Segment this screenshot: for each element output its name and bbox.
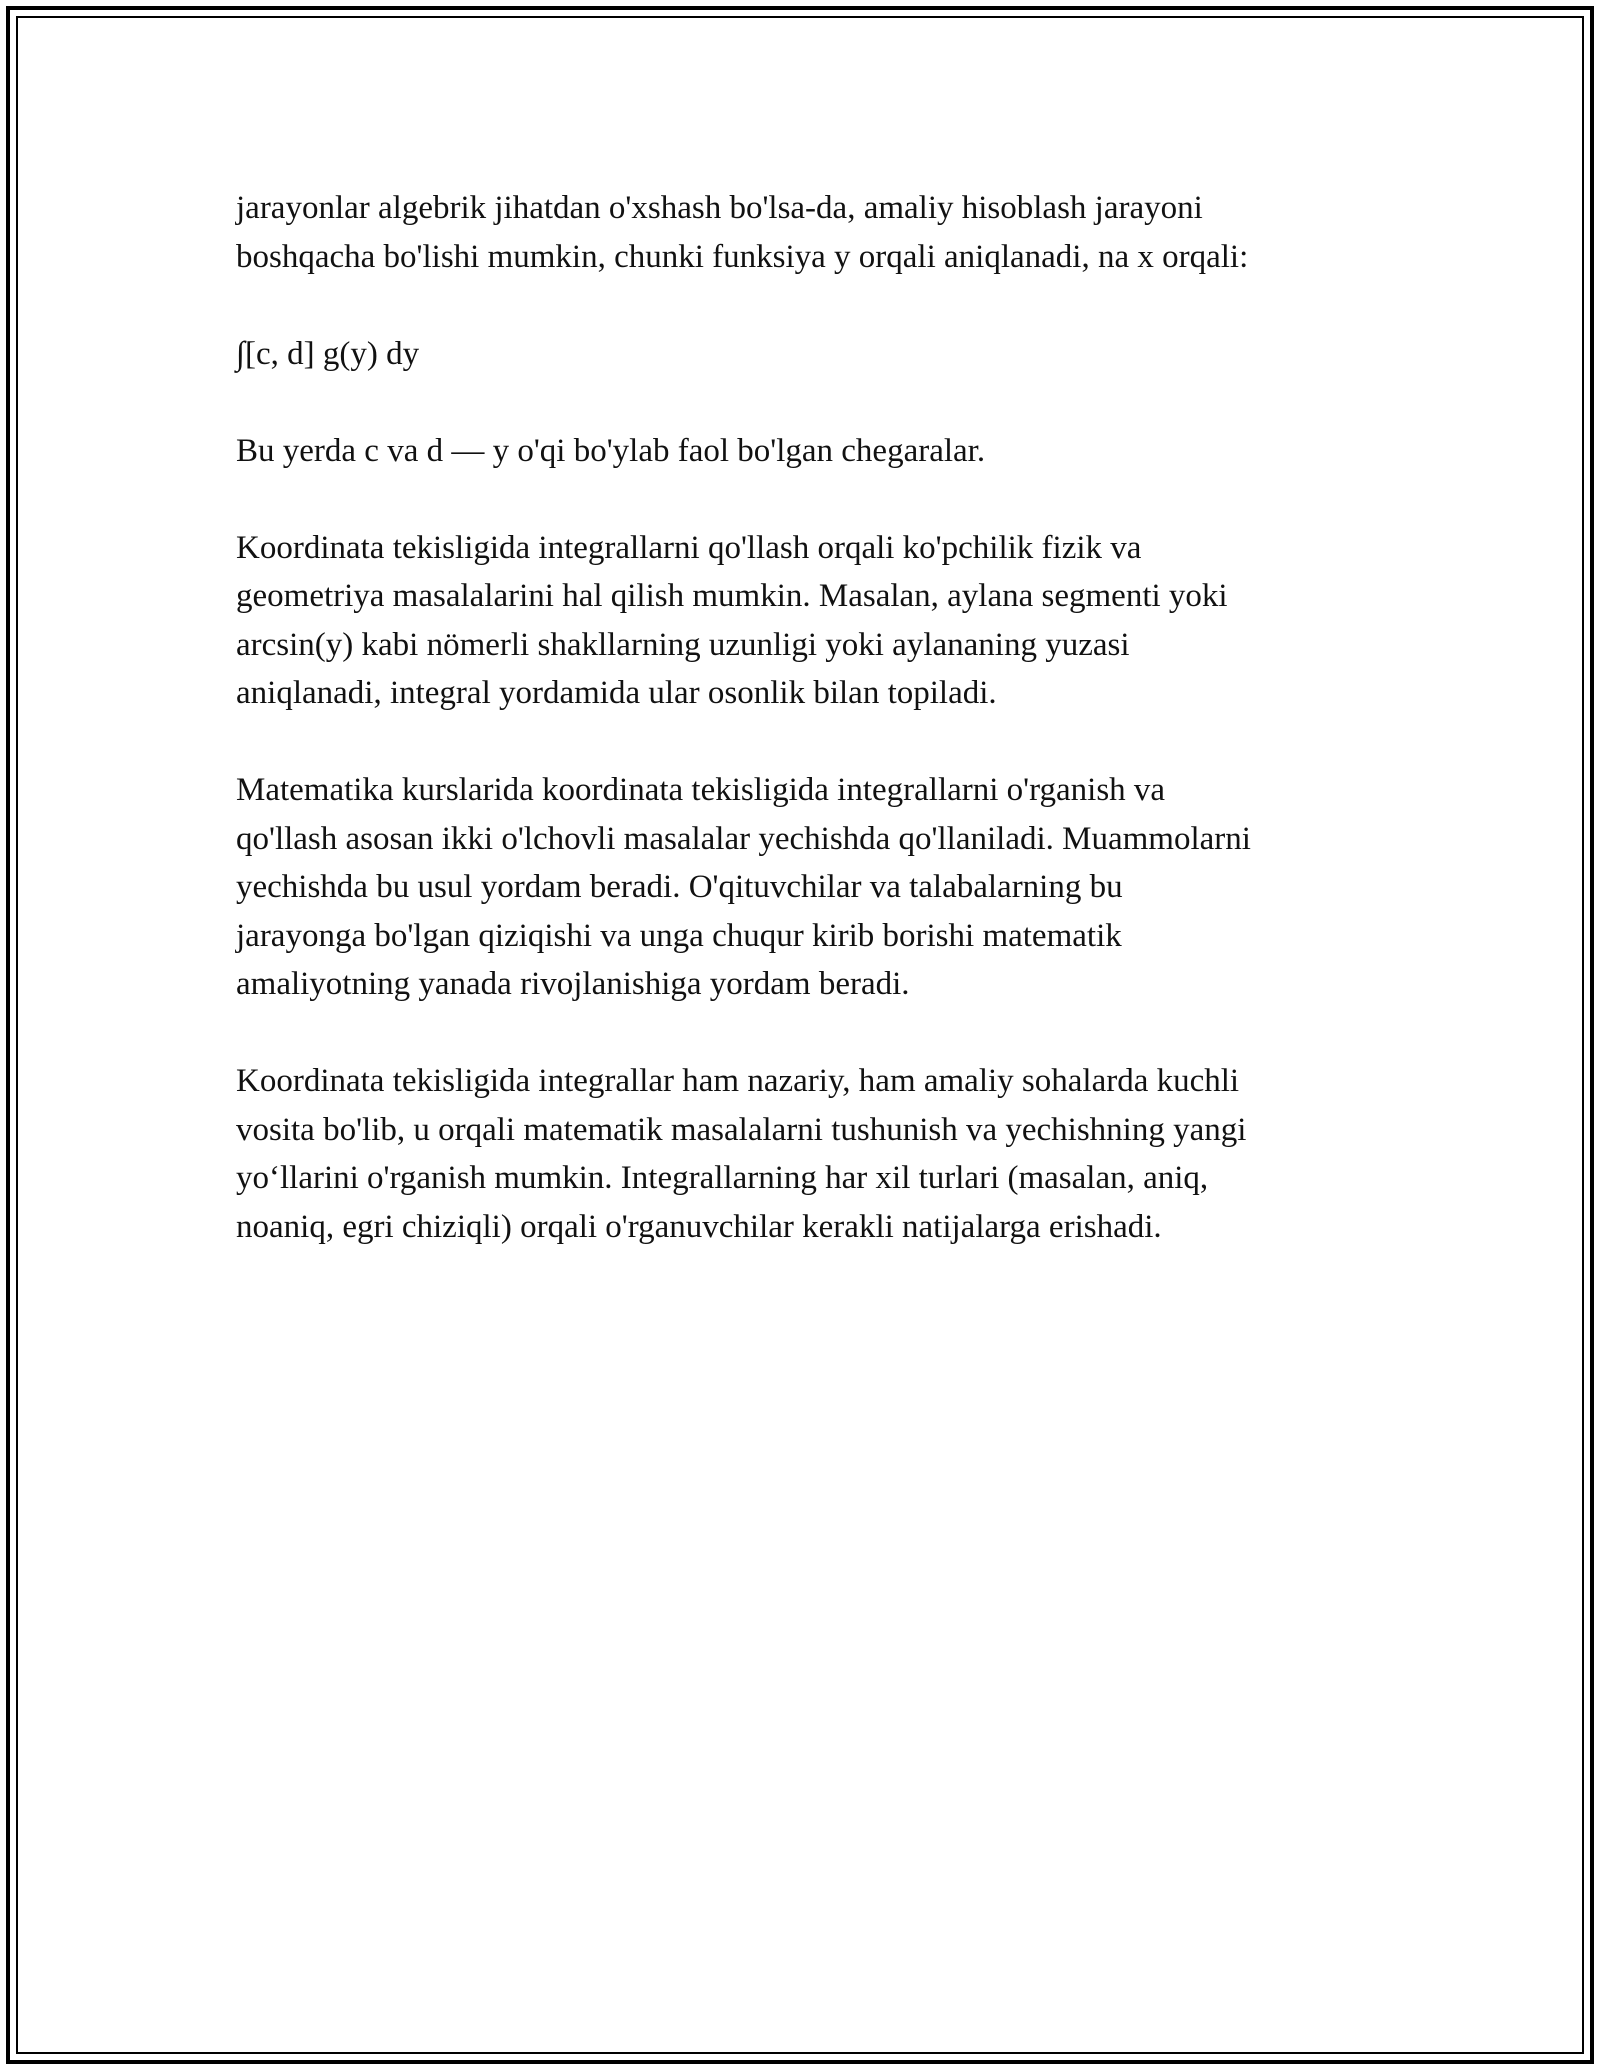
paragraph-intro: jarayonlar algebrik jihatdan o'xshash bo'lsa-da, amaliy hisoblash jarayoni boshqacha bo'lishi mumkin, chunki funksiya y orqali aniqlanadi, na x orqali: (236, 190, 1249, 275)
paragraph-applications: Koordinata tekisligida integrallarni qo'llash orqali ko'pchilik fizik va geometriya masalalarini hal qilish mumkin. Masalan, aylana segmenti yoki arcsin(y) kabi nömerli shakllarning uzunligi yoki aylananing yuzasi aniqlanadi, integral yordamida ular osonlik bilan topiladi. (236, 529, 1228, 711)
paragraph-bounds: Bu yerda c va d — y o'qi bo'ylab faol bo'lgan chegaralar. (236, 432, 986, 469)
paragraph-courses: Matematika kurslarida koordinata tekisligida integrallarni o'rganish va qo'llash asosan ikki o'lchovli masalalar yechishda qo'llaniladi. Muammolarni yechishda bu usul yordam beradi. O'qituvchilar va talabalarning bu jarayonga bo'lgan qiziqishi va unga chuqur kirib borishi matematik amaliyotning yanada rivojlanishiga yordam beradi. (236, 772, 1251, 1002)
paragraph-conclusion: Koordinata tekisligida integrallar ham nazariy, ham amaliy sohalarda kuchli vosita bo'lib, u orqali matematik masalalarni tushunish va yechishning yangi yo‘llarini o'rganish mumkin. Integrallarning har xil turlari (masalan, aniq, noaniq, egri chiziqli) orqali o'rganuvchilar kerakli natijalarga erishadi. (236, 1063, 1247, 1245)
integral-formula: ∫[c, d] g(y) dy (236, 335, 420, 372)
document-body (236, 184, 1376, 1300)
